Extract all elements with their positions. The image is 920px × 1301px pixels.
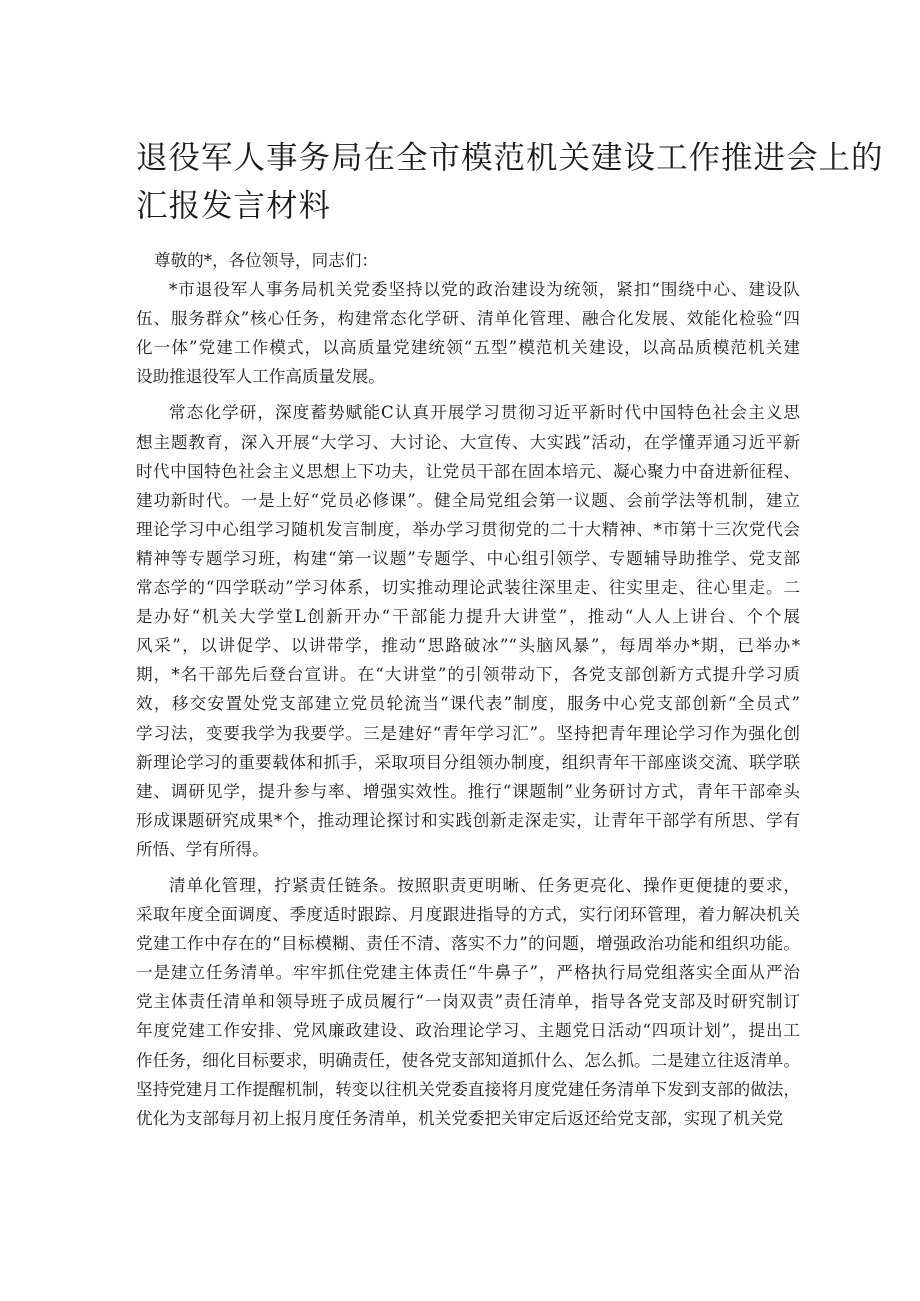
paragraph-line: 形成课题研究成果*个，推动理论探讨和实践创新走深走实，让青年干部学有所思、学有	[136, 810, 800, 830]
paragraph-line: 采取年度全面调度、季度适时跟踪、月度跟进指导的方式，实行闭环管理，着力解决机关	[136, 905, 800, 925]
paragraph-line: 想主题教育，深入开展“大学习、大讨论、大宣传、大实践”活动，在学懂弄通习近平新	[136, 432, 800, 452]
paragraphs	[136, 275, 800, 1133]
greeting	[136, 246, 800, 275]
paragraph-line: 党主体责任清单和领导班子成员履行“一岗双责”责任清单，指导各党支部及时研究制订	[136, 992, 800, 1012]
paragraph-line: 所悟、学有所得。	[136, 839, 269, 859]
paragraph-line: 伍、服务群众”核心任务，构建常态化学研、清单化管理、融合化发展、效能化检验“四	[136, 309, 800, 329]
paragraph-line: 是办好“机关大学堂L创新开办“干部能力提升大讲堂”，推动“人人上讲台、个个展	[136, 607, 800, 627]
paragraph-line: 时代中国特色社会主义思想上下功夫，让党员干部在固本培元、凝心聚力中奋进新征程、	[136, 461, 800, 481]
paragraph-line: 一是建立任务清单。牢牢抓住党建主体责任“牛鼻子”，严格执行局党组落实全面从严治	[136, 963, 800, 983]
paragraph-line: 作任务，细化目标要求，明确责任，使各党支部知道抓什么、怎么抓。二是建立往返清单。	[136, 1050, 800, 1070]
greeting-line: 尊敬的*，各位领导，同志们：	[154, 251, 379, 270]
paragraph-line: 党建工作中存在的“目标模糊、责任不清、落实不力”的问题，增强政治功能和组织功能。	[136, 934, 800, 954]
paragraph	[136, 275, 800, 391]
paragraph-line: *市退役军人事务局机关党委坚持以党的政治建设为统领，紧扣“围绕中心、建设队	[169, 280, 800, 300]
paragraph-line: 常态化学研，深度蓄势赋能C认真开展学习贯彻习近平新时代中国特色社会主义思	[169, 403, 800, 423]
paragraph-line: 设助推退役军人工作高质量发展。	[136, 367, 385, 387]
paragraph-line: 精神等专题学习班，构建“第一议题”专题学、中心组引领学、专题辅导助推学、党支部	[136, 548, 800, 568]
document-title	[136, 134, 884, 230]
paragraph-line: 风采”，以讲促学、以讲带学，推动“思路破冰”“头脑风暴”，每周举办*期，已举办*	[136, 636, 800, 656]
paragraph-line: 期，*名干部先后登台宣讲。在“大讲堂”的引领带动下，各党支部创新方式提升学习质	[136, 665, 800, 685]
paragraph-line: 理论学习中心组学习随机发言制度，举办学习贯彻党的二十大精神、*市第十三次党代会	[136, 519, 800, 539]
paragraph	[136, 871, 800, 1133]
title-line: 汇报发言材料	[136, 188, 332, 224]
title-line: 退役军人事务局在全市模范机关建设工作推进会上的	[136, 140, 884, 176]
paragraph-line: 学习法，变要我学为我要学。三是建好“青年学习汇”。坚持把青年理论学习作为强化创	[136, 723, 800, 743]
document-body	[136, 246, 800, 1133]
paragraph-line: 坚持党建月工作提醒机制，转变以往机关党委直接将月度党建任务清单下发到支部的做法，	[136, 1079, 800, 1099]
paragraph-line: 清单化管理，拧紧责任链条。按照职责更明晰、任务更亮化、操作更便捷的要求，	[169, 875, 800, 895]
paragraph-line: 建功新时代。一是上好“党员必修课”。健全局党组会第一议题、会前学法等机制，建立	[136, 490, 800, 510]
paragraph-line: 化一体”党建工作模式，以高质量党建统领“五型”模范机关建设，以高品质模范机关建	[136, 338, 800, 358]
paragraph-line: 效，移交安置处党支部建立党员轮流当“课代表”制度，服务中心党支部创新“全员式”	[136, 694, 800, 714]
paragraph-line: 年度党建工作安排、党风廉政建设、政治理论学习、主题党日活动“四项计划”，提出工	[136, 1021, 800, 1041]
paragraph-line: 优化为支部每月初上报月度任务清单，机关党委把关审定后返还给党支部，实现了机关党	[136, 1108, 784, 1128]
paragraph-line: 常态学的“四学联动”学习体系，切实推动理论武装往深里走、往实里走、往心里走。二	[136, 578, 800, 598]
paragraph-line: 新理论学习的重要载体和抓手，采取项目分组领办制度，组织青年干部座谈交流、联学联	[136, 752, 800, 772]
paragraph	[136, 398, 800, 864]
paragraph-line: 建、调研见学，提升参与率、增强实效性。推行“课题制”业务研讨方式，青年干部牵头	[136, 781, 800, 801]
